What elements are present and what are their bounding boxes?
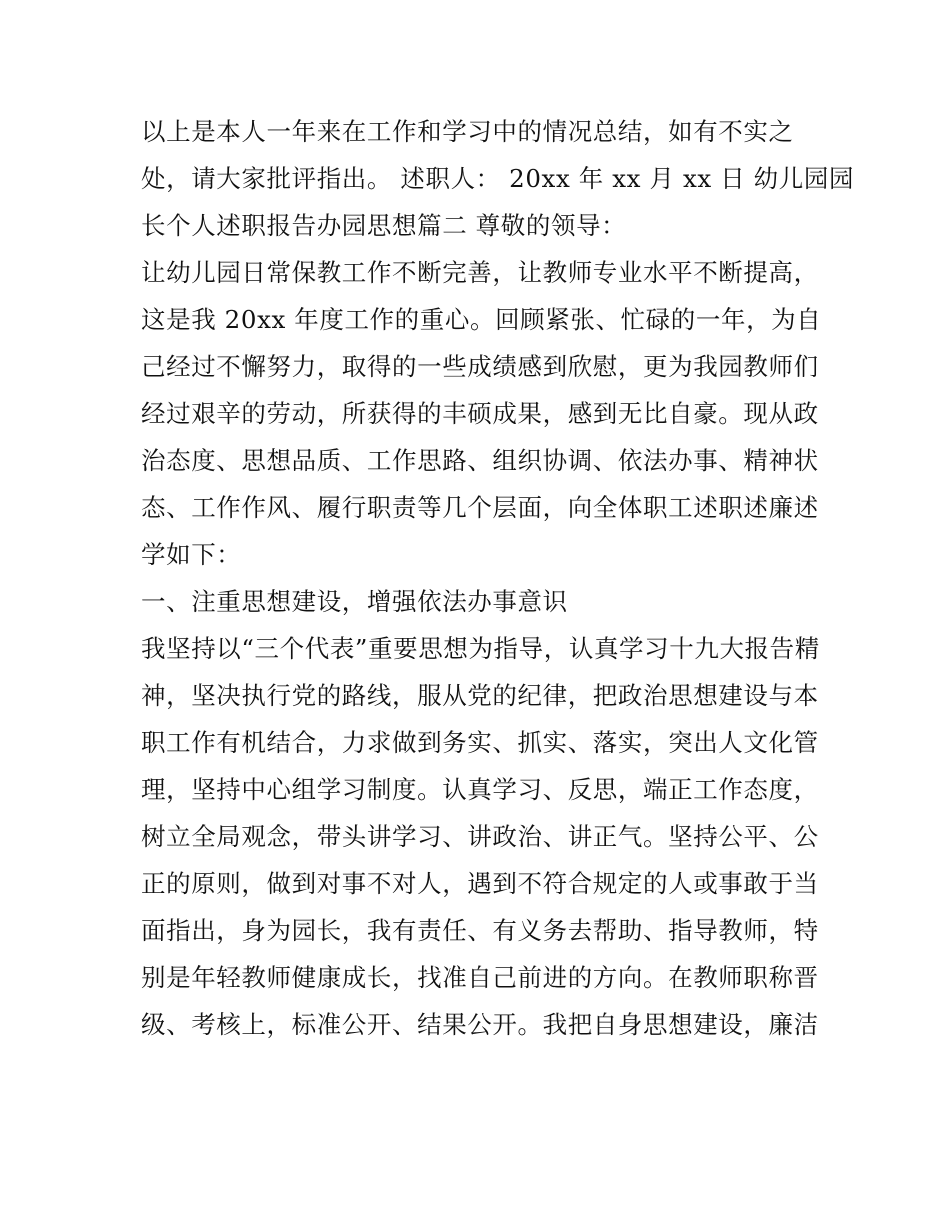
text-line: 面指出，身为园长，我有责任、有义务去帮助、指导教师，特 xyxy=(141,916,819,945)
text-line: 态、工作作风、履行职责等几个层面，向全体职工述职述廉述 xyxy=(141,493,819,522)
text-line: 让幼儿园日常保教工作不断完善，让教师专业水平不断提高， xyxy=(141,258,819,287)
text-line: 神，坚决执行党的路线，服从党的纪律，把政治思想建设与本 xyxy=(141,681,819,710)
text-line: 正的原则，做到对事不对人，遇到不符合规定的人或事敢于当 xyxy=(141,869,819,898)
text-line: 经过艰辛的劳动，所获得的丰硕成果，感到无比自豪。现从政 xyxy=(141,399,819,428)
text-line: 树立全局观念，带头讲学习、讲政治、讲正气。坚持公平、公 xyxy=(141,822,819,851)
text-line: 理，坚持中心组学习制度。认真学习、反思，端正工作态度， xyxy=(141,775,819,804)
text-line: 治态度、思想品质、工作思路、组织协调、依法办事、精神状 xyxy=(141,446,819,475)
section-heading: 一、注重思想建设，增强依法办事意识 xyxy=(141,587,568,616)
text-line: 别是年轻教师健康成长，找准自己前进的方向。在教师职称晋 xyxy=(141,963,819,992)
text-line: 己经过不懈努力，取得的一些成绩感到欣慰，更为我园教师们 xyxy=(141,352,819,381)
text-line: 长个人述职报告办园思想篇二 尊敬的领导： xyxy=(141,211,627,240)
text-line: 级、考核上，标准公开、结果公开。我把自身思想建设，廉洁 xyxy=(141,1010,819,1039)
document-body xyxy=(141,108,855,1048)
text-line: 职工作有机结合，力求做到务实、抓实、落实，突出人文化管 xyxy=(141,728,819,757)
text-line: 学如下： xyxy=(141,540,242,569)
text-line: 这是我 20xx 年度工作的重心。回顾紧张、忙碌的一年，为自 xyxy=(141,305,822,334)
text-line: 我坚持以“三个代表”重要思想为指导，认真学习十九大报告精 xyxy=(141,634,820,663)
text-line: 以上是本人一年来在工作和学习中的情况总结，如有不实之 xyxy=(141,117,794,146)
text-line: 处，请大家批评指出。 述职人： 20xx 年 xx 月 xx 日 幼儿园园 xyxy=(141,164,855,193)
